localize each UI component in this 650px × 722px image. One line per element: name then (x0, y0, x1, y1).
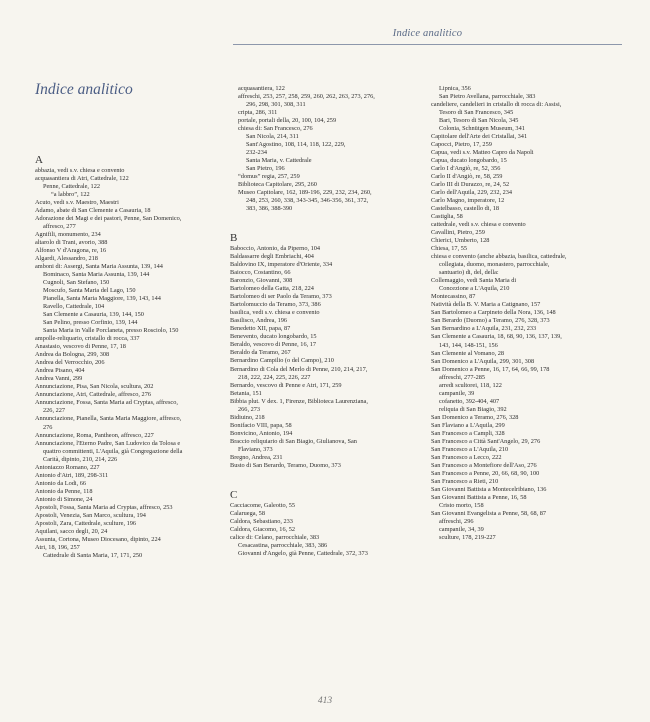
index-entry: San Domenico a Penne, 16, 17, 64, 66, 99, 178 (431, 365, 550, 373)
index-entry: San Giovanni Battista a Penne, 16, 58 (431, 493, 527, 501)
index-entry: Bregno, Andrea, 231 (230, 453, 283, 461)
index-entry: acquasantiera di Atri, Cattedrale, 122 (35, 175, 129, 183)
index-entry: Pianella, Santa Maria Maggiore, 139, 143, 144 (43, 295, 161, 303)
index-entry: 266, 273 (238, 405, 261, 413)
index-entry: campanile, 34, 39 (439, 525, 484, 533)
index-entry: quattro committenti, L'Aquila, già Congregazione della (43, 447, 183, 455)
index-entry: Braccio reliquiario di San Biagio, Giulianova, San (230, 437, 357, 445)
index-entry: abbazia, vedi s.v. chiesa e convento (35, 167, 125, 174)
index-entry: 296, 298, 301, 308, 311 (246, 101, 306, 109)
index-entry: Antonio da Penne, 118 (35, 487, 93, 495)
index-entry: affreschi, 253, 257, 258, 259, 260, 262, 263, 273, 276, (238, 93, 375, 101)
index-entry: affreschi, 277-285 (439, 373, 486, 381)
index-entry: Beraldo, vescovo di Penne, 16, 17 (230, 341, 317, 349)
index-entry: Caldora, Sebastiano, 233 (230, 517, 293, 525)
index-entry: sculture, 178, 219-227 (439, 533, 496, 541)
index-entry: Bibbia plut. V dex. 1, Firenze, Biblioteca Laurenziana, (230, 397, 368, 405)
index-gap (230, 470, 375, 478)
index-entry: Acuto, vedi s.v. Maestro, Maestri (35, 199, 119, 207)
index-entry: Ravello, Cattedrale, 104 (43, 303, 105, 311)
index-entry: San Giovanni Evangelista a Penne, 58, 68, 87 (431, 509, 547, 517)
index-entry: Biblioteca Capitolare, 295, 260 (238, 181, 317, 189)
index-entry: Annunciazione, l'Eterno Padre, San Ludovico da Tolosa e (35, 439, 181, 447)
index-entry: 232-234 (246, 149, 267, 157)
index-entry: San Clemente al Vomano, 28 (431, 349, 505, 357)
index-entry: 276 (43, 423, 53, 431)
index-entry: Sant'Agostino, 108, 114, 118, 122, 229, (246, 141, 346, 149)
index-entry: Annunciazione, Atri, Cattedrale, affresco, 276 (35, 391, 151, 399)
index-entry: calice di: Celano, parrocchiale, 383 (230, 533, 320, 541)
index-entry: San Domenico a Teramo, 276, 328 (431, 413, 519, 421)
index-entry: San Francesco a Città Sant'Angelo, 29, 276 (431, 437, 541, 445)
index-entry: San Bartolomeo a Carpineto della Nora, 136, 148 (431, 309, 556, 317)
index-entry: Calaruega, 58 (230, 509, 265, 517)
index-entry: Carlo Magno, imperatore, 12 (431, 197, 505, 205)
index-entry: Assunta, Cortona, Museo Diocesano, dipinto, 224 (35, 535, 161, 543)
index-entry: Apostoli, Venezia, San Marco, scultura, 194 (35, 511, 146, 519)
index-entry: Moscufo, Santa Maria del Lago, 150 (43, 287, 136, 295)
index-entry: Capocci, Pietro, 17, 259 (431, 141, 492, 149)
index-entry: San Flaviano a L'Aquila, 299 (431, 421, 505, 429)
index-entry: affreschi, 296 (439, 517, 474, 525)
index-entry: Bartolomeo della Gatta, 218, 224 (230, 285, 314, 293)
index-letter-heading: C (230, 488, 238, 501)
index-entry: Betania, 151 (230, 389, 262, 397)
index-entry: Bonifacio VIII, papa, 58 (230, 421, 292, 429)
running-head: Indice analitico (392, 28, 463, 39)
index-entry: San Clemente a Casauria, 139, 144, 150 (43, 311, 144, 319)
index-entry: 248, 253, 260, 338, 343-345, 346-356, 361, 372, (246, 197, 369, 205)
index-entry: Santa Maria, v. Cattedrale (246, 157, 312, 165)
index-entry: Baronzio, Giovanni, 308 (230, 277, 293, 285)
index-entry: San Pietro, 196 (246, 165, 285, 173)
index-entry: Annunciazione, Roma, Pantheon, affresco, 227 (35, 431, 154, 439)
index-entry: Basilisco, Andrea, 196 (230, 317, 288, 325)
index-entry: Apostoli, Zara, Cattedrale, sculture, 196 (35, 519, 137, 527)
index-entry: San Berardo (Duomo) a Teramo, 276, 328, 373 (431, 317, 550, 325)
index-entry: chiesa e convento (anche abbazia, basilica, cattedrale, (431, 253, 567, 261)
index-entry: Adamo, abate di San Clemente a Casauria, 18 (35, 207, 151, 215)
index-entry: Santa Maria in Valle Porclaneta, presso Rosciolo, 150 (43, 327, 179, 335)
index-entry: Lipnica, 356 (439, 85, 471, 92)
index-entry: San Nicola, 214, 311 (246, 133, 299, 141)
index-entry: Baboccio, Antonio, da Piperno, 104 (230, 245, 321, 253)
index-entry: Cattedrale di Santa Maria, 17, 171, 250 (43, 551, 143, 559)
index-entry: Bonvicino, Antonio, 194 (230, 429, 293, 437)
index-entry: Castiglia, 58 (431, 213, 463, 221)
index-entry: Bernardo, vescovo di Penne e Atri, 171, 259 (230, 381, 342, 389)
index-entry: candeliere, candelieri in cristallo di rocca di: Assisi, (431, 101, 562, 109)
index-entry: Capua, ducato longobardo, 15 (431, 157, 507, 165)
index-entry: Baiocco, Costantino, 66 (230, 269, 291, 277)
index-entry: “domus” regia, 257, 259 (238, 173, 300, 181)
index-gap (230, 213, 375, 221)
index-entry: Bartolomuccio da Teramo, 373, 386 (230, 301, 321, 309)
index-entry: reliquia di San Biagio, 392 (439, 405, 507, 413)
index-entry: Carità, dipinto, 210, 214, 226 (43, 455, 118, 463)
index-entry: Concezione a L'Aquila, 210 (439, 285, 510, 293)
index-entry: cofanetto, 392-404, 407 (439, 397, 500, 405)
index-entry: cattedrale, vedi s.v. chiesa e convento (431, 221, 526, 229)
index-column-3 (431, 85, 566, 542)
index-entry: Colonia, Schnütgen Museum, 341 (439, 125, 525, 133)
index-entry: Antonio di Simone, 24 (35, 495, 93, 503)
index-entry: arredi scultorei, 118, 122 (439, 381, 502, 389)
index-entry: Montecassino, 87 (431, 293, 476, 301)
index-entry: Cesacastina, parrocchiale, 383, 386 (238, 541, 328, 549)
index-entry: Carlo dell'Aquila, 229, 232, 234 (431, 189, 513, 197)
index-entry: San Francesco a Lecco, 222 (431, 453, 502, 461)
index-entry: Antonio d'Atri, 189, 298-311 (35, 471, 109, 479)
index-entry: ampolle-reliquario, cristallo di rocca, 337 (35, 335, 140, 343)
index-entry: Beraldo da Teramo, 267 (230, 349, 291, 357)
index-entry: San Francesco a L'Aquila, 210 (431, 445, 509, 453)
index-entry: Agnifili, monumento, 234 (35, 231, 101, 239)
index-entry: Alfonso V d'Aragona, re, 16 (35, 247, 107, 255)
index-entry: Bernardino Campilio (o del Campo), 210 (230, 357, 334, 365)
index-entry: Bominaco, Santa Maria Assunta, 139, 144 (43, 271, 150, 279)
index-entry: Cugnoli, San Stefano, 150 (43, 279, 110, 287)
index-entry: Annunciazione, Pianella, Santa Maria Maggiore, affresco, (35, 415, 182, 423)
index-entry: Collemaggio, vedi Santa Maria di (431, 277, 517, 285)
header-rule (233, 44, 622, 45)
index-entry: Benevento, ducato longobardo, 15 (230, 333, 317, 341)
index-entry: San Giovanni Battista a Montecelribiano, 136 (431, 485, 547, 493)
index-entry: 218, 222, 224, 225, 226, 227 (238, 373, 311, 381)
index-entry: Aquilani, sacco degli, 20, 24 (35, 527, 108, 535)
index-entry: Baldovino IX, imperatore d'Oriente, 334 (230, 261, 333, 269)
index-entry: Andrea Pisano, 404 (35, 367, 85, 375)
index-entry: chiesa di: San Francesco, 276 (238, 125, 313, 133)
index-column-1 (35, 143, 182, 560)
index-entry: Benedetto XII, papa, 87 (230, 325, 291, 333)
index-entry: Bidiuino, 218 (230, 413, 265, 421)
index-entry: San Francesco a Rieti, 210 (431, 477, 499, 485)
index-entry: basilica, vedi s.v. chiesa e convento (230, 309, 320, 317)
index-entry: 226, 227 (43, 407, 66, 415)
index-entry: San Pelino, presso Corfinio, 139, 144 (43, 319, 138, 327)
index-entry: San Bernardino a L'Aquila, 231, 232, 233 (431, 325, 537, 333)
index-entry: 143, 144, 148-151, 156 (439, 341, 498, 349)
index-entry: Andrea del Verrocchio, 206 (35, 359, 105, 367)
index-entry: Baldassarre degli Embriachi, 404 (230, 253, 314, 261)
index-entry: Giovanni d'Angelo, già Penne, Cattedrale, 372, 373 (238, 549, 368, 557)
index-entry: Annunciazione, Pisa, San Nicola, scultura, 202 (35, 383, 154, 391)
index-entry: affresco, 277 (43, 223, 76, 231)
index-entry: Cavallini, Pietro, 259 (431, 229, 485, 237)
index-entry: San Pietro Avellana, parrocchiale, 383 (439, 93, 536, 101)
index-entry: Cristo morto, 158 (439, 501, 484, 509)
index-entry: Caldora, Giacomo, 16, 52 (230, 525, 296, 533)
index-letter-heading: B (230, 232, 238, 245)
index-entry: portale, portali della, 20, 100, 104, 259 (238, 117, 337, 125)
index-entry: Adorazione dei Magi e dei pastori, Penne, San Domenico, (35, 215, 182, 223)
index-entry: Natività della B. V. Maria a Catignano, 157 (431, 301, 541, 309)
index-entry: acquasantiera, 122 (238, 85, 285, 92)
index-entry: Busto di San Berardo, Teramo, Duomo, 373 (230, 461, 341, 469)
index-entry: Algardi, Alessandro, 218 (35, 255, 98, 263)
index-entry: santuario) di, del, della: (439, 269, 499, 277)
index-entry: San Francesco a Campli, 328 (431, 429, 505, 437)
index-entry: 383, 386, 388-390 (246, 205, 293, 213)
index-entry: Atri, 18, 196, 257 (35, 543, 80, 551)
index-entry: Carlo III di Durazzo, re, 24, 52 (431, 181, 510, 189)
index-entry: Antoniazzo Romano, 227 (35, 463, 100, 471)
index-entry: Andrea Vanni, 299 (35, 375, 83, 383)
index-entry: Castelbasso, castello di, 18 (431, 205, 500, 213)
index-letter-heading: A (35, 154, 43, 166)
index-entry: Museo Capitolare, 162, 189-196, 229, 232, 234, 260, (238, 189, 372, 197)
index-entry: Antonio da Lodi, 66 (35, 479, 87, 487)
index-entry: Bernardino di Cola del Merlo di Penne, 210, 214, 217, (230, 365, 368, 373)
index-entry: Chierici, Umberto, 128 (431, 237, 490, 245)
index-entry: Capitolare dell'Arte dei Cristallai, 341 (431, 133, 528, 141)
index-entry: Flaviano, 373 (238, 445, 273, 453)
page-number: 413 (317, 696, 333, 706)
index-entry: Chiesa, 17, 55 (431, 245, 468, 253)
index-entry: “a labbro”, 122 (51, 191, 90, 199)
index-entry: collegiata, duomo, monastero, parrocchiale, (439, 261, 550, 269)
index-entry: Anastasio, vescovo di Penne, 17, 18 (35, 343, 126, 351)
index-entry: San Clemente a Casauria, 18, 68, 90, 136, 137, 139, (431, 333, 562, 341)
index-entry: Carlo II d'Angiò, re, 58, 259 (431, 173, 503, 181)
index-entry: Apostoli, Fossa, Santa Maria ad Cryptas, affresco, 253 (35, 503, 173, 511)
index-entry: amboni di: Assergi, Santa Maria Assunta, 139, 144 (35, 263, 163, 271)
index-entry: Bartolomeo di ser Paolo da Teramo, 373 (230, 293, 332, 301)
index-entry: altarolo di Trani, avorio, 388 (35, 239, 108, 247)
index-entry: Capua, vedi s.v. Matteo Capro da Napoli (431, 149, 534, 157)
index-entry: cripta, 286, 311 (238, 109, 278, 117)
index-entry: campanile, 39 (439, 389, 475, 397)
index-entry: San Domenico a L'Aquila, 299, 301, 308 (431, 357, 535, 365)
page-title: Indice analitico (35, 81, 133, 98)
index-entry: Bari, Tesoro di San Nicola, 345 (439, 117, 519, 125)
index-entry: Annunciazione, Fossa, Santa Maria ad Cryptas, affresco, (35, 399, 178, 407)
index-entry: San Francesco a Montefiore dell'Aso, 276 (431, 461, 537, 469)
index-entry: Cacciacome, Galeotto, 55 (230, 501, 296, 509)
index-column-2 (230, 85, 375, 558)
index-entry: Andrea da Bologna, 299, 308 (35, 351, 110, 359)
index-entry: Penne, Cattedrale, 122 (43, 183, 101, 191)
index-entry: Carlo I d'Angiò, re, 52, 356 (431, 165, 501, 173)
index-entry: Tesoro di San Francesco, 345 (439, 109, 514, 117)
index-entry: San Francesco a Penne, 20, 66, 68, 90, 100 (431, 469, 540, 477)
